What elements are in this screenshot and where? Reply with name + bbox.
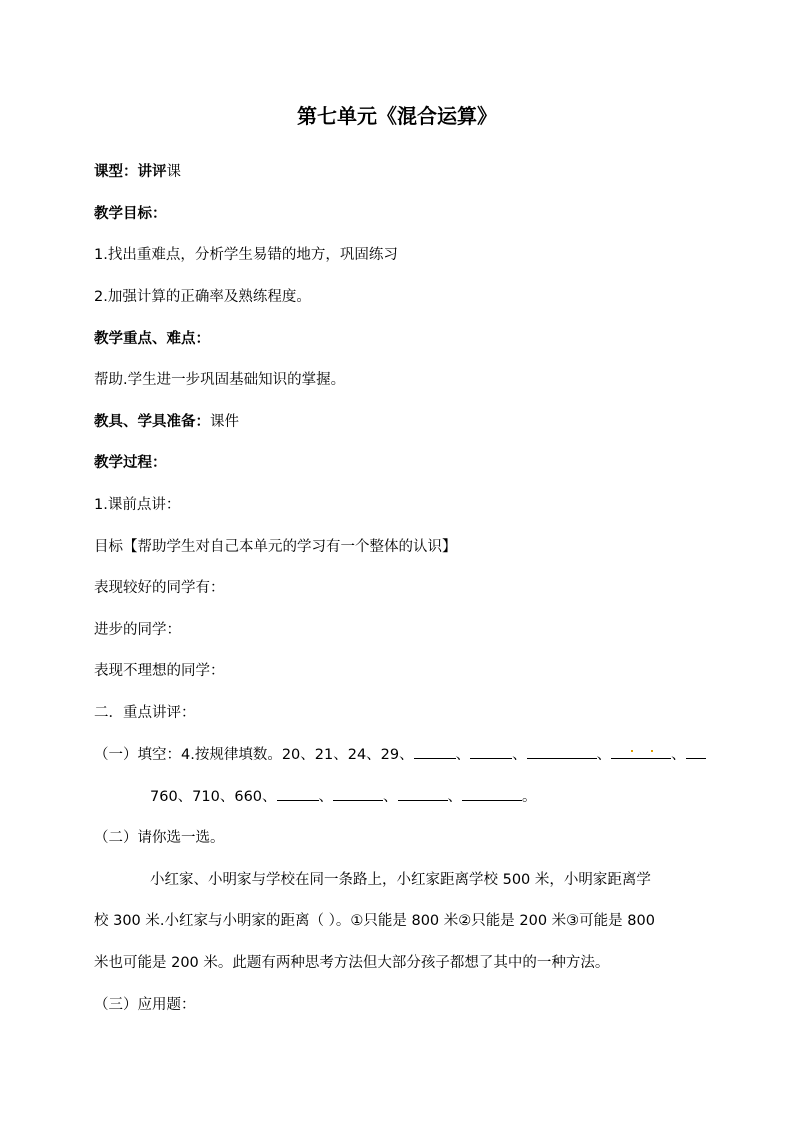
separator: 、 [671,747,686,763]
separator: 、 [596,747,612,763]
question-1 [94,745,706,765]
question-1-prefix: （一）填空：4.按规律填数。20、21、24、29、 [94,747,414,763]
answer-blank[interactable] [527,746,597,759]
separator: 。 [522,789,537,805]
answer-blank[interactable] [611,746,671,759]
separator: 、 [455,747,471,763]
separator: 、 [447,789,463,805]
step1-heading: 1.课前点讲： [94,497,181,513]
lesson-type-label: 课型：讲评 [94,164,167,180]
answer-blank[interactable] [398,788,448,801]
good-students: 表现较好的同学有： [94,580,225,596]
separator: 、 [512,747,527,763]
key-points-heading: 教学重点、难点： [94,331,210,347]
answer-blank[interactable] [470,746,512,759]
answer-blank[interactable] [277,788,319,801]
question-3-heading: （三）应用题： [94,997,196,1013]
separator: 、 [318,789,334,805]
answer-blank[interactable] [462,788,522,801]
separator: 、 [383,789,398,805]
goal-item-2: 2.加强计算的正确率及熟练程度。 [94,289,311,305]
question-1-line2-prefix: 760、710、660、 [150,789,277,805]
process-heading: 教学过程： [94,455,167,471]
progress-students: 进步的同学： [94,622,181,638]
answer-blank[interactable] [686,746,706,759]
poor-students: 表现不理想的同学： [94,663,225,679]
section2-heading: 二．重点讲评： [94,705,196,721]
materials-value: 课件 [210,414,239,430]
page-title: 第七单元《混合运算》 [297,104,497,128]
aim-text: 目标【帮助学生对自己本单元的学习有一个整体的认识】 [94,539,457,555]
answer-blank[interactable] [414,746,456,759]
materials-label: 教具、学具准备： [94,414,210,430]
lesson-type-value: 课 [166,164,181,180]
question-1-line2 [150,787,537,807]
question-2-text-1: 小红家、小明家与学校在同一条路上，小红家距离学校 500 米，小明家距离学 [150,872,651,888]
question-2-heading: （二）请你选一选。 [94,830,225,846]
answer-blank[interactable] [333,788,383,801]
goals-heading: 教学目标： [94,206,167,222]
key-points-text: 帮助.学生进一步巩固基础知识的掌握。 [94,372,346,388]
question-2-text-2: 校 300 米.小红家与小明家的距离（ ）。①只能是 800 米②只能是 200 米③可能是 800 [94,913,655,929]
lesson-type [94,162,181,182]
goal-item-1: 1.找出重难点，分析学生易错的地方，巩固练习 [94,247,398,263]
question-2-text-3: 米也可能是 200 米。此题有两种思考方法但大部分孩子都想了其中的一种方法。 [94,955,610,971]
materials [94,412,239,432]
